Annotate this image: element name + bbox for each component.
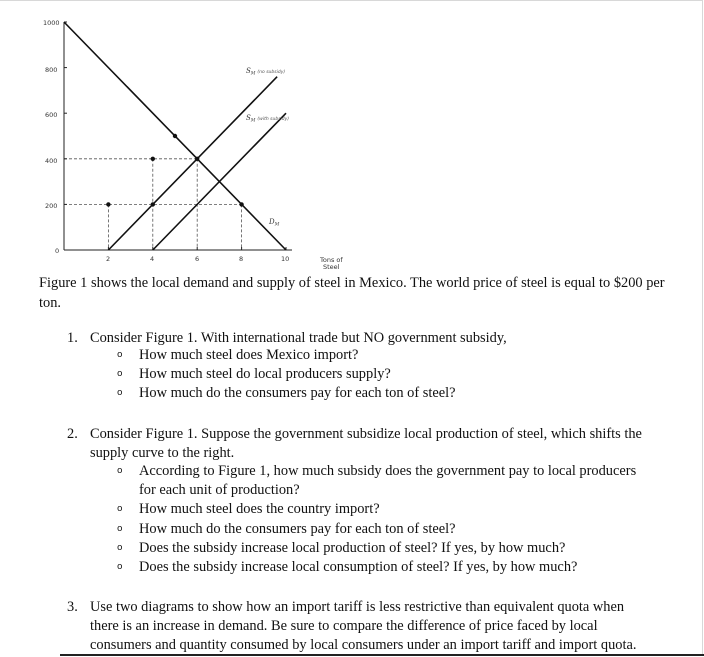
intersection-point	[195, 157, 199, 161]
y-tick-label: 600	[45, 111, 58, 119]
intersection-point	[106, 202, 110, 206]
y-tick-label: 800	[45, 66, 58, 74]
question-text: supply curve to the right.	[90, 445, 235, 461]
question-number: 3.	[67, 599, 78, 615]
question-text: consumers and quantity consumed by local consumers under an import tariff and import quota.	[90, 637, 637, 653]
sub-question-text: How much steel does Mexico import?	[139, 347, 359, 363]
question-number: 1.	[67, 330, 78, 346]
question-text: there is an increase in demand. Be sure to compare the difference of price faced by local	[90, 618, 598, 634]
x-axis-unit-label: Steel	[323, 263, 340, 271]
sub-question	[117, 500, 687, 519]
sub-question	[117, 520, 687, 539]
supply-no-subsidy-label: $S_M$ $^{(no subsidy)}$	[246, 67, 286, 77]
bullet-marker: o	[117, 466, 123, 476]
x-axis-unit-label: Tons of	[320, 256, 343, 264]
supply-no-subsidy-curve	[108, 77, 277, 250]
y-tick-label: 0	[55, 247, 60, 255]
question-2	[67, 425, 697, 463]
bullet-marker: o	[117, 543, 123, 553]
intersection-point	[173, 134, 177, 138]
bullet-marker: o	[117, 562, 123, 572]
question-number: 2.	[67, 426, 78, 442]
demand-label: $D_M$	[269, 218, 280, 228]
sub-question	[117, 384, 677, 403]
y-tick-label: 400	[45, 157, 58, 165]
bottom-rule	[60, 654, 704, 656]
sub-question-continuation	[117, 481, 687, 500]
x-tick-label: 4	[150, 255, 155, 263]
supply-with-subsidy-label: $S_M$ $^{(with subsidy)}$	[246, 114, 290, 124]
supply-demand-figure	[0, 0, 704, 272]
bullet-marker: o	[117, 350, 123, 360]
sub-question-text: How much do the consumers pay for each ton of steel?	[139, 521, 456, 537]
x-tick-label: 6	[195, 255, 200, 263]
question-text: Consider Figure 1. Suppose the government subsidize local production of steel, which shifts the	[90, 426, 642, 442]
bullet-marker: o	[117, 388, 123, 398]
x-tick-label: 10	[281, 255, 290, 263]
sub-question-text: Does the subsidy increase local consumption of steel? If yes, by how much?	[139, 559, 578, 575]
sub-question-text: for each unit of production?	[139, 482, 300, 498]
sub-question-text: Does the subsidy increase local production of steel? If yes, by how much?	[139, 540, 566, 556]
sub-question	[117, 346, 677, 365]
x-tick-label: 2	[106, 255, 111, 263]
intersection-point	[151, 157, 155, 161]
y-tick-label: 1000	[43, 19, 60, 27]
intersection-point	[239, 202, 243, 206]
bullet-marker: o	[117, 524, 123, 534]
sub-question	[117, 558, 687, 577]
figure-caption: Figure 1 shows the local demand and supply of steel in Mexico. The world price of steel is equal to $200 per ton.	[39, 275, 665, 311]
intersection-points	[106, 134, 244, 207]
sub-question	[117, 365, 677, 384]
intersection-point	[151, 202, 155, 206]
sub-question-text: How much do the consumers pay for each ton of steel?	[139, 385, 456, 401]
x-tick-label: 8	[239, 255, 244, 263]
bullet-marker: o	[117, 369, 123, 379]
bullet-marker: o	[117, 504, 123, 514]
sub-question-text: How much steel does the country import?	[139, 501, 380, 517]
y-tick-label: 200	[45, 202, 58, 210]
sub-question	[117, 462, 687, 481]
question-text: Use two diagrams to show how an import tariff is less restrictive than equivalent quota when	[90, 599, 625, 615]
question-3	[67, 598, 697, 655]
question-text: Consider Figure 1. With international trade but NO government subsidy,	[90, 330, 507, 346]
sub-question	[117, 539, 687, 558]
sub-question-text: How much steel do local producers supply?	[139, 366, 391, 382]
sub-question-text: According to Figure 1, how much subsidy does the government pay to local producers	[139, 463, 637, 479]
